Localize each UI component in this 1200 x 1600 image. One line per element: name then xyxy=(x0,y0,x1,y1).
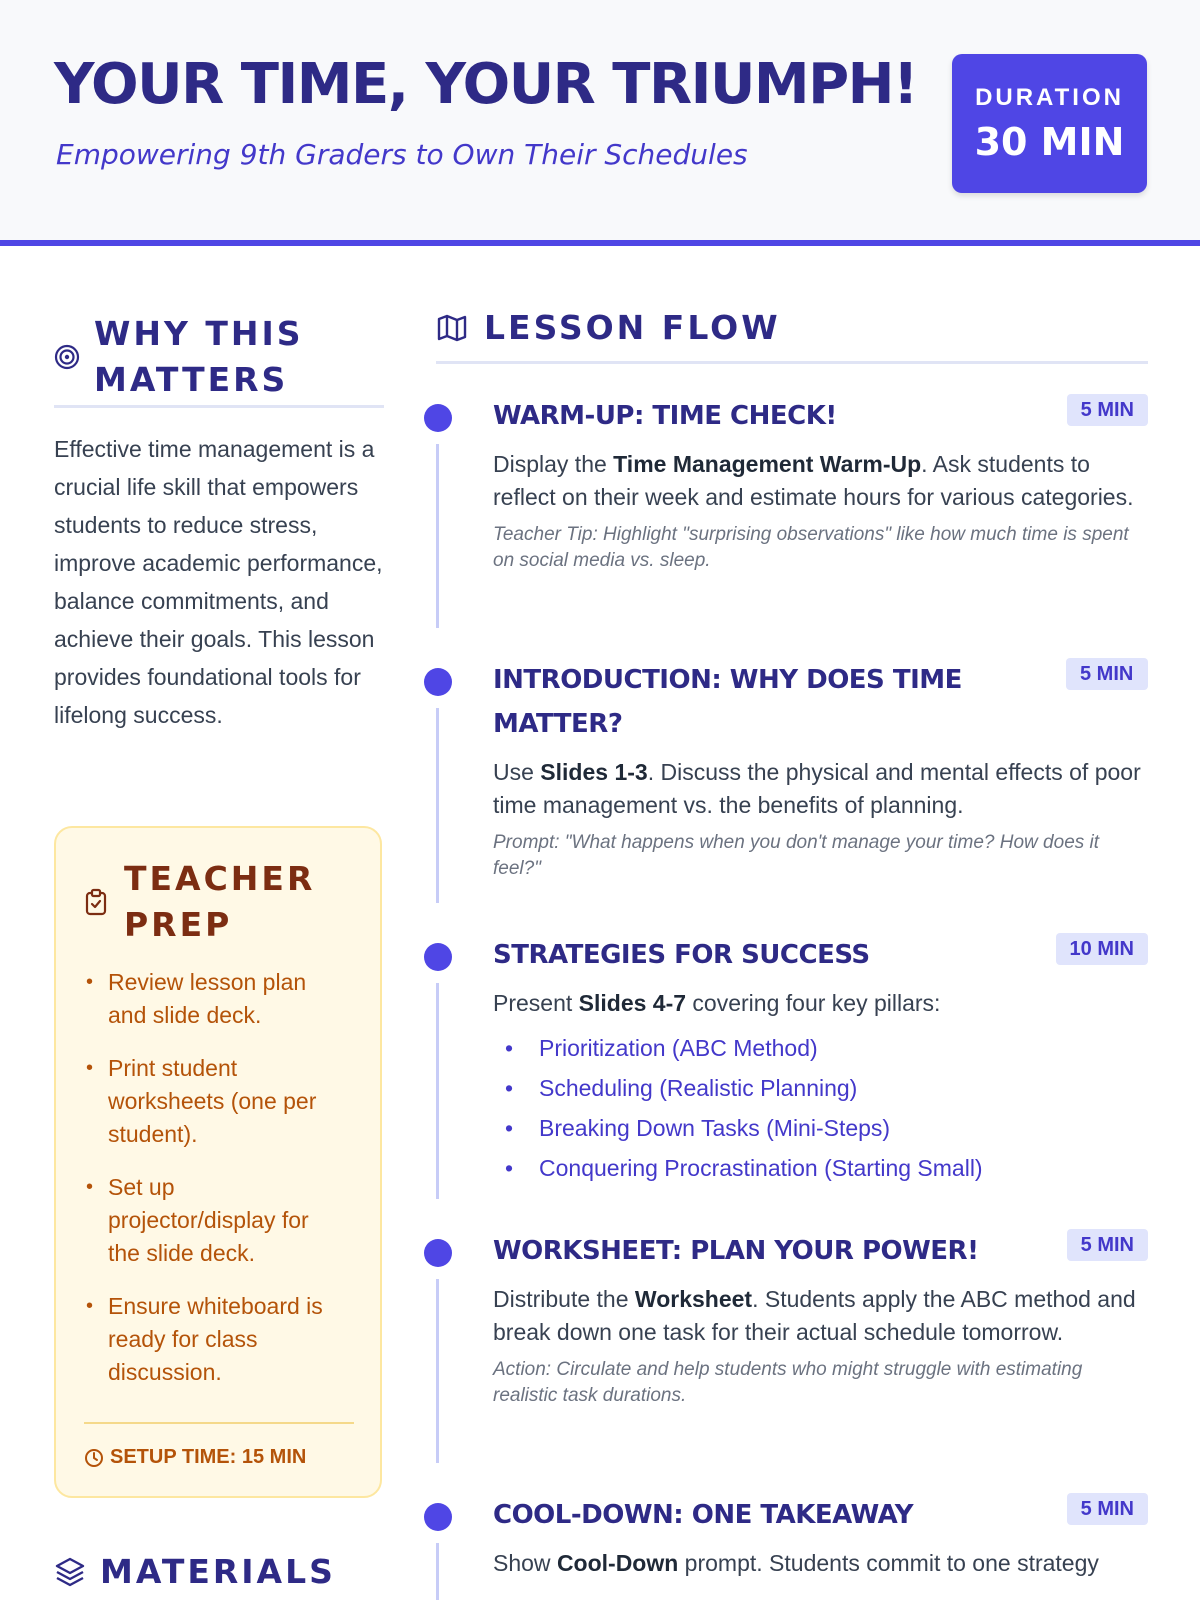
step-duration-badge: 5 MIN xyxy=(1067,394,1148,426)
step-title: INTRODUCTION: WHY DOES TIME MATTER? xyxy=(493,665,962,739)
lesson-step xyxy=(436,1498,1148,1600)
timeline-line xyxy=(436,1279,439,1463)
teacher-prep-heading xyxy=(84,856,316,948)
why-heading xyxy=(54,308,384,408)
step-description: Distribute the Worksheet. Students apply the ABC method and break down one task for their actual schedule tomorrow. xyxy=(493,1286,1136,1345)
pillars-list xyxy=(493,1028,1148,1188)
step-description: Use Slides 1-3. Discuss the physical and mental effects of poor time management vs. the benefits of planning. xyxy=(493,759,1141,818)
lesson-flow-heading-text: LESSON FLOW xyxy=(484,308,781,347)
layers-icon xyxy=(54,1556,88,1588)
step-description: Present Slides 4-7 covering four key pillars: xyxy=(493,990,941,1016)
step-title: STRATEGIES FOR SUCCESS xyxy=(493,940,870,970)
list-item: • Ensure whiteboard is ready for class discussion. xyxy=(84,1290,344,1389)
list-item: • Breaking Down Tasks (Mini-Steps) xyxy=(493,1108,1148,1148)
timeline-line xyxy=(436,708,439,903)
setup-time xyxy=(84,1446,306,1469)
divider xyxy=(84,1422,354,1424)
lesson-step xyxy=(436,663,1148,943)
lesson-step xyxy=(436,938,1148,1239)
list-item: • Conquering Procrastination (Starting Small) xyxy=(493,1148,1148,1188)
why-heading-text: WHY THIS MATTERS xyxy=(94,313,304,399)
duration-badge xyxy=(952,54,1147,193)
step-note: Prompt: "What happens when you don't manage your time? How does it feel?" xyxy=(493,832,1100,879)
timeline-line xyxy=(436,983,439,1199)
list-item: • Review lesson plan and slide deck. xyxy=(84,966,344,1032)
timeline-dot xyxy=(424,1503,452,1531)
timeline-dot xyxy=(424,668,452,696)
duration-value: 30 MIN xyxy=(974,120,1125,164)
teacher-prep-heading-text: TEACHER PREP xyxy=(124,859,316,944)
step-description: Show Cool-Down prompt. Students commit to one strategy xyxy=(493,1550,1099,1576)
list-item: • Prioritization (ABC Method) xyxy=(493,1028,1148,1068)
list-item: • Set up projector/display for the slide deck. xyxy=(84,1171,344,1270)
target-icon xyxy=(54,344,82,370)
timeline-dot xyxy=(424,1239,452,1267)
materials-heading xyxy=(54,1552,336,1591)
timeline-line xyxy=(436,1543,439,1600)
step-duration-badge: 5 MIN xyxy=(1067,1229,1148,1261)
page-title: YOUR TIME, YOUR TRIUMPH! xyxy=(54,52,918,117)
step-note: Teacher Tip: Highlight "surprising observations" like how much time is spent on social media vs. sleep. xyxy=(493,524,1129,571)
step-title: WARM-UP: TIME CHECK! xyxy=(493,401,837,431)
map-icon xyxy=(436,314,470,342)
step-description: Display the Time Management Warm-Up. Ask students to reflect on their week and estimate hours for various categories. xyxy=(493,451,1134,510)
step-title: WORKSHEET: PLAN YOUR POWER! xyxy=(493,1236,979,1266)
page-header xyxy=(0,0,1200,246)
clipboard-check-icon xyxy=(84,888,110,916)
lesson-timeline xyxy=(436,399,1148,1600)
step-duration-badge: 10 MIN xyxy=(1056,933,1148,965)
page-subtitle: Empowering 9th Graders to Own Their Schedules xyxy=(56,138,748,171)
timeline-dot xyxy=(424,404,452,432)
list-item: • Print student worksheets (one per student). xyxy=(84,1052,344,1151)
step-title: COOL-DOWN: ONE TAKEAWAY xyxy=(493,1500,914,1530)
step-duration-badge: 5 MIN xyxy=(1066,658,1148,690)
materials-heading-text: MATERIALS xyxy=(100,1552,336,1591)
clock-icon xyxy=(84,1448,104,1468)
teacher-prep-list xyxy=(84,966,344,1409)
lesson-step xyxy=(436,399,1148,668)
lesson-flow-heading xyxy=(436,308,1148,364)
step-duration-badge: 5 MIN xyxy=(1067,1493,1148,1525)
step-note: Action: Circulate and help students who might struggle with estimating realistic task durations. xyxy=(493,1359,1083,1406)
setup-time-text: SETUP TIME: 15 MIN xyxy=(110,1446,307,1468)
teacher-prep-card xyxy=(54,826,382,1498)
duration-label: DURATION xyxy=(975,84,1124,111)
why-text: Effective time management is a crucial life skill that empowers students to reduce stress, improve academic performance, balance commitments, and achieve their goals. This lesson provides foundational tools for lifelong success. xyxy=(54,436,383,728)
list-item: • Scheduling (Realistic Planning) xyxy=(493,1068,1148,1108)
timeline-line xyxy=(436,444,439,628)
lesson-step xyxy=(436,1234,1148,1503)
timeline-dot xyxy=(424,943,452,971)
